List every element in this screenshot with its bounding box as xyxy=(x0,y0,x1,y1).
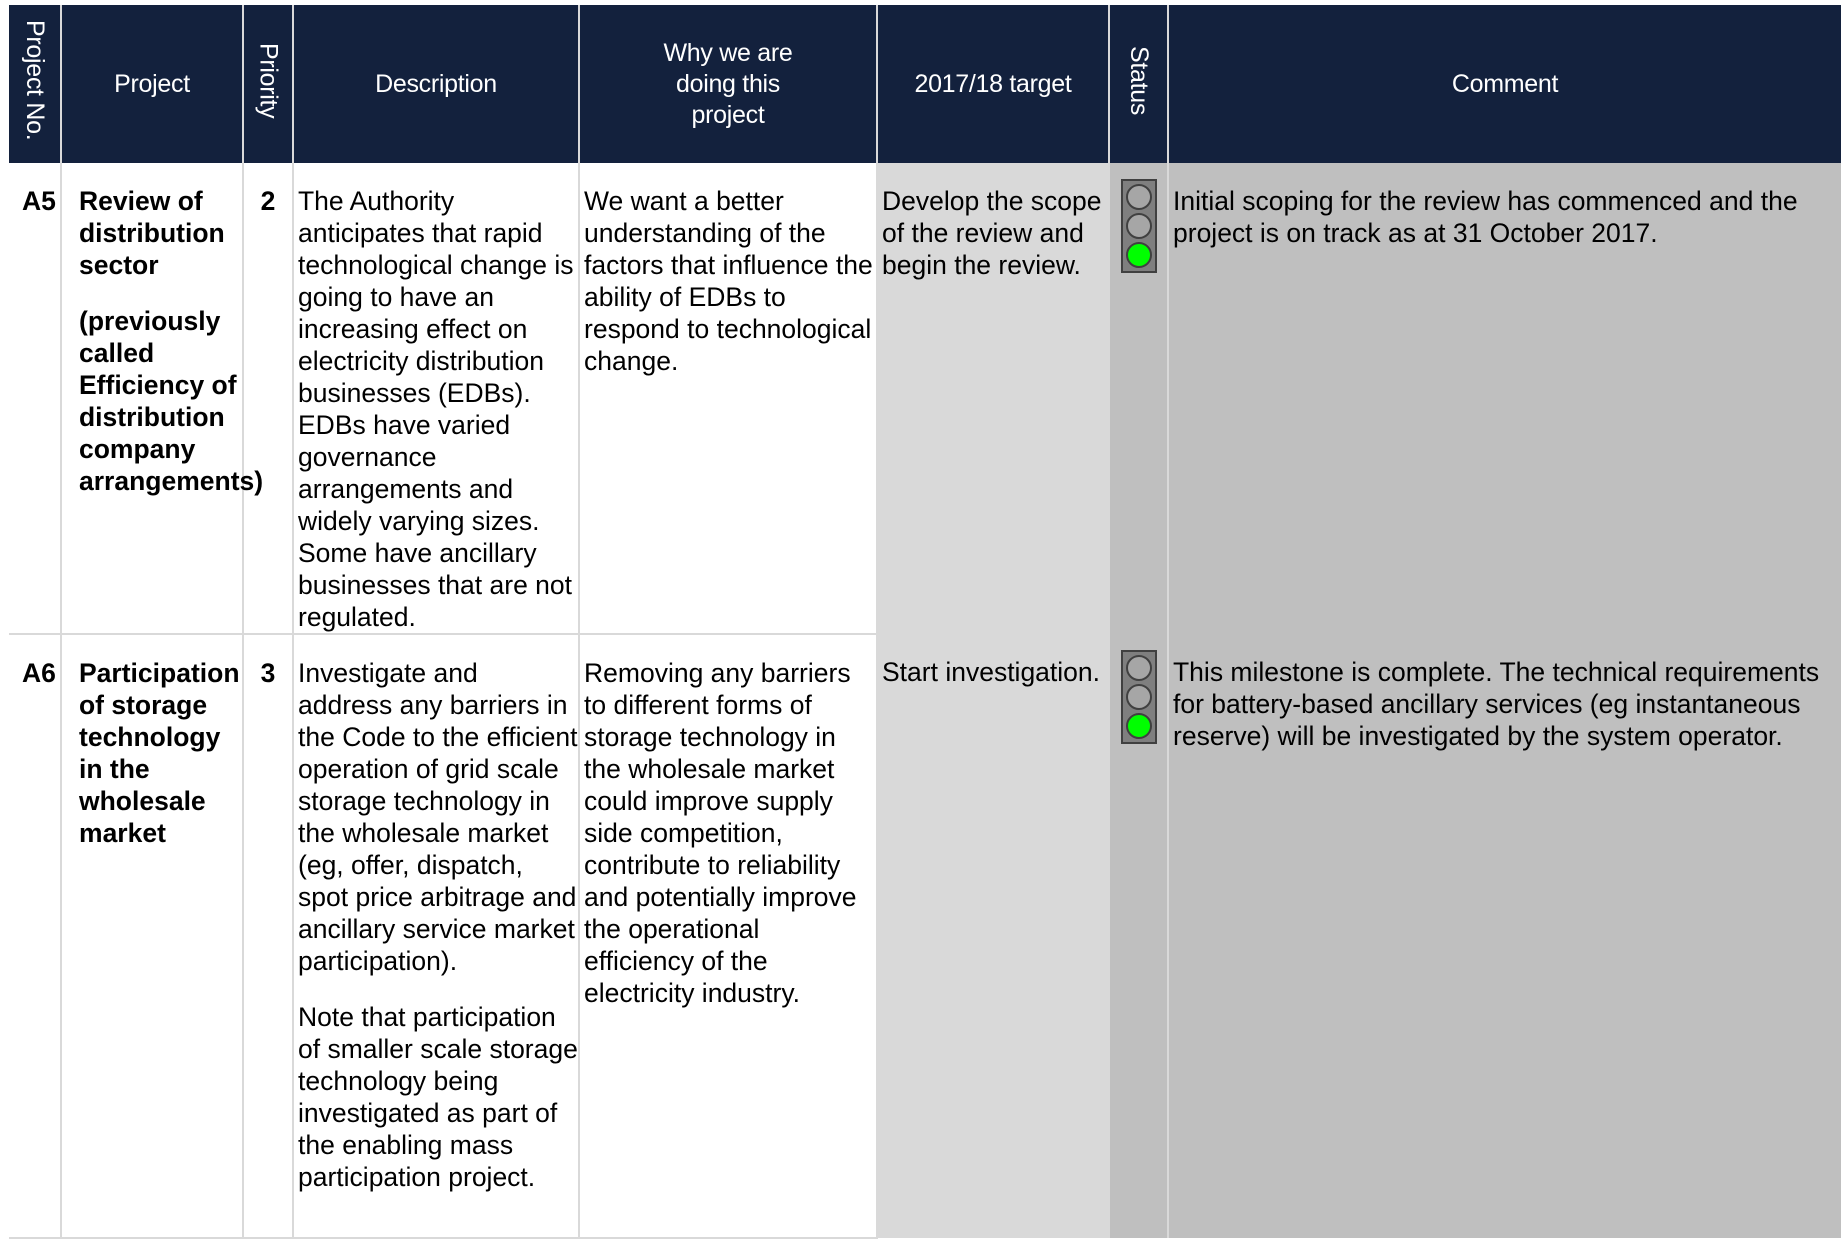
header-row xyxy=(9,5,1841,163)
green-lamp-icon xyxy=(1126,242,1152,268)
amber-lamp-icon xyxy=(1126,213,1152,239)
target-cell: Start investigation. xyxy=(877,634,1109,1238)
header-target: 2017/18 target xyxy=(877,5,1109,163)
description-paragraph: The Authority anticipates that rapid technological change is going to have an increasing effect on electricity distribution businesses (EDBs). EDBs have varied governance arrangements and widely varying sizes. Some have ancillary businesses that are not regulated. xyxy=(298,186,574,632)
comment-cell: This milestone is complete. The technical requirements for battery-based ancillary services (eg instantaneous reserve) will be investigated by the system operator. xyxy=(1168,634,1841,1238)
why-cell: We want a better understanding of the factors that influence the ability of EDBs to respond to technological change. xyxy=(579,163,877,634)
traffic-light-icon xyxy=(1121,650,1157,744)
green-lamp-icon xyxy=(1126,713,1152,739)
why-cell: Removing any barriers to different forms of storage technology in the wholesale market could improve supply side competition, contribute to reliability and potentially improve the operational efficiency of the electricity industry. xyxy=(579,634,877,1238)
project-name xyxy=(61,163,264,634)
red-lamp-icon xyxy=(1126,184,1152,210)
project-title: Review of distribution sector xyxy=(79,186,225,280)
header-why: Why we are doing this project xyxy=(579,5,877,163)
status-cell xyxy=(1109,163,1168,634)
header-project: Project xyxy=(61,5,243,163)
description-cell xyxy=(293,163,579,634)
priority-value: 2 xyxy=(243,163,293,634)
description-paragraph: Note that participation of smaller scale storage technology being investigated as part of the enabling mass participation project. xyxy=(298,1002,578,1192)
header-status: Status xyxy=(1109,5,1168,163)
header-description: Description xyxy=(293,5,579,163)
project-title: Participation of storage technology in the wholesale market xyxy=(79,658,240,848)
header-priority: Priority xyxy=(243,5,293,163)
project-note: (previously called Efficiency of distribution company arrangements) xyxy=(79,306,264,496)
project-table xyxy=(9,5,1841,1192)
priority-value: 3 xyxy=(243,634,293,1238)
status-cell xyxy=(1109,634,1168,1238)
description-cell xyxy=(293,634,579,1238)
amber-lamp-icon xyxy=(1126,684,1152,710)
header-comment: Comment xyxy=(1168,5,1841,163)
comment-cell: Initial scoping for the review has commenced and the project is on track as at 31 October 2017. xyxy=(1168,163,1841,634)
table-row xyxy=(9,163,1841,634)
table-row xyxy=(9,634,1841,1238)
header-project-no: Project No. xyxy=(9,5,61,163)
traffic-light-icon xyxy=(1121,179,1157,273)
description-paragraph: Investigate and address any barriers in the Code to the efficient operation of grid scale storage technology in the wholesale market (eg, offer, dispatch, spot price arbitrage and ancillary service market participation). xyxy=(298,658,578,976)
project-number: A6 xyxy=(9,634,61,1238)
project-name xyxy=(61,634,243,1238)
target-cell: Develop the scope of the review and begin the review. xyxy=(877,163,1109,634)
red-lamp-icon xyxy=(1126,655,1152,681)
project-number: A5 xyxy=(9,163,61,634)
